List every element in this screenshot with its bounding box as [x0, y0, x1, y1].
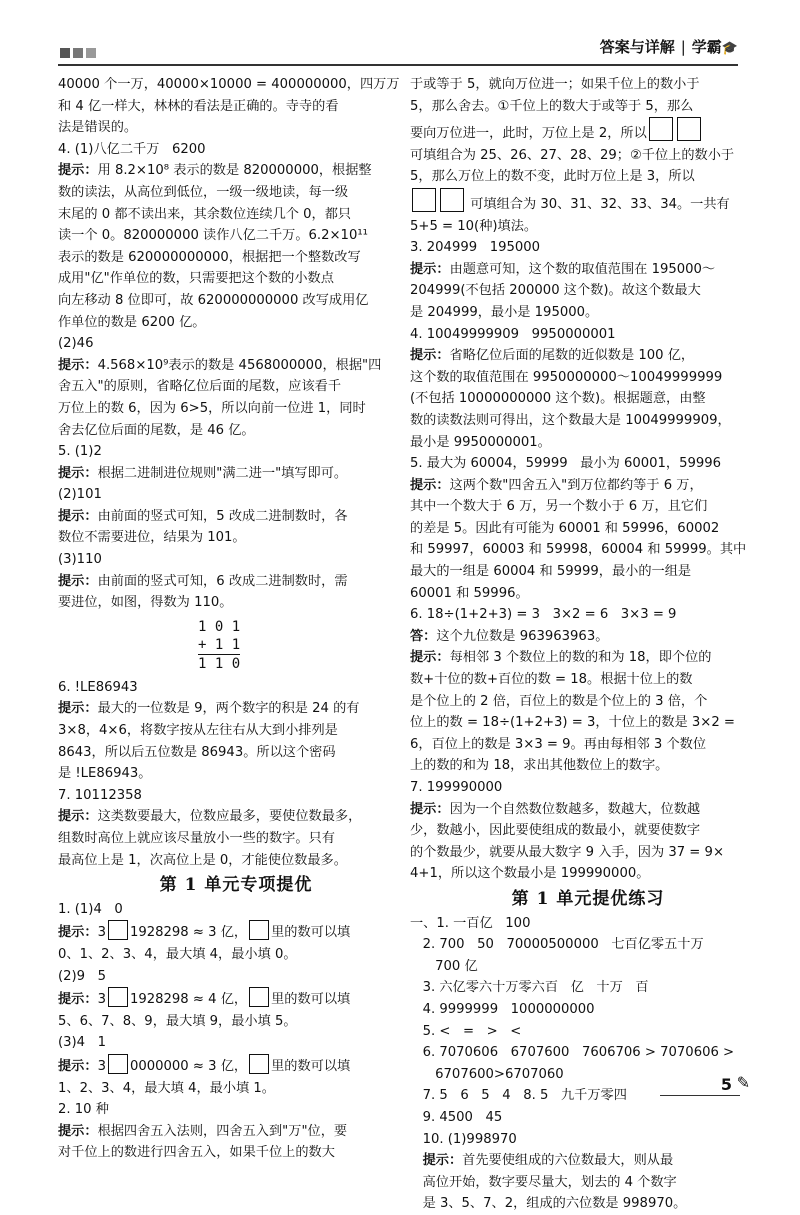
blank-box	[108, 1054, 128, 1074]
blank-box	[108, 920, 128, 940]
text-line: 的差是 5。因此有可能为 60001 和 59996，60002	[410, 520, 720, 536]
text-line: 组数时高位上就应该尽量放小一些的数字。只有	[58, 831, 335, 846]
text-line: 提示：用 8.2×10⁸ 表示的数是 820000000，根据整	[58, 163, 372, 179]
text-line: 高位开始，数字要尽量大，划去的 4 个数字	[410, 1174, 677, 1190]
hint-mid: 1928298 ≈ 3 亿，	[129, 925, 248, 941]
text-line: 6. !LE86943	[58, 679, 138, 695]
text-line: 可填组合为 25、26、27、28、29；②千位上的数小于	[410, 147, 735, 163]
text-line: 法是错误的。	[58, 120, 138, 136]
text-line: 提示：这两个数"四舍五入"到万位都约等于 6 万，	[410, 477, 703, 493]
text-line: 提示：4.568×10⁹表示的数是 4568000000，根据"四	[58, 357, 382, 373]
text-line: 其中一个数大于 6 万，另一个数小于 6 万，且它们	[410, 499, 708, 515]
header-brand	[600, 36, 738, 57]
blank-box	[108, 987, 128, 1007]
text-line: (不包括 10000000000 这个数)。根据题意，由整	[410, 391, 706, 407]
left-text-block-2	[58, 677, 414, 871]
text-line: 要进位，如图，得数为 110。	[58, 595, 233, 611]
text-line: (2)101	[58, 487, 102, 503]
text-line: 提示：根据四舍五入法则，四舍五入到"万"位，要	[58, 1123, 348, 1139]
text-line: 是 3、5、7、2，组成的六位数是 998970。	[410, 1196, 687, 1212]
text-line: 是个位上的 2 倍，百位上的数是个位上的 3 倍，个	[410, 693, 708, 709]
text-line: 10. (1)998970	[410, 1131, 517, 1147]
text-line: 3×8，4×6，将数字按从左往右从大到小排列是	[58, 723, 338, 739]
blank-box	[249, 920, 269, 940]
text-line: 3. 204999 195000	[410, 240, 541, 256]
text-line: 3. 六亿零六十万零六百 亿 十万 百	[410, 980, 649, 996]
text-line: 是 !LE86943。	[58, 766, 152, 782]
text-line: (3)110	[58, 552, 102, 568]
text-line	[410, 188, 766, 216]
text-line: 5、6、7、8、9，最大填 9，最小填 5。	[58, 1013, 297, 1029]
text-line: 成用"亿"作单位的数，只需要把这个数的小数点	[58, 271, 334, 287]
blank-box	[249, 1054, 269, 1074]
text-line: 是 204999，最小是 195000。	[410, 304, 599, 320]
text-line: 和 59997，60003 和 59998，60004 和 59999。其中	[410, 542, 747, 558]
text-line: 作单位的数是 6200 亿。	[58, 314, 206, 330]
pencil-icon: ✎	[736, 1073, 750, 1092]
text-line: 数位不需要进位，结果为 101。	[58, 530, 246, 546]
calc-row: + 1 1	[198, 636, 241, 653]
text-line: 提示：由题意可知，这个数的取值范围在 195000～	[410, 261, 716, 277]
text-line: 700 亿	[410, 958, 478, 974]
text-line: 对千位上的数进行四舍五入，如果千位上的数大	[58, 1145, 335, 1161]
text-line: 万位上的数 6，因为 6>5，所以向前一位进 1，同时	[58, 400, 366, 416]
text-line: 7. 5 6 5 4 8. 5 九千万零四	[410, 1088, 627, 1104]
text-line: 提示：因为一个自然数位数越多，数越大，位数越	[410, 801, 701, 817]
brand-right: 学霸	[691, 38, 722, 56]
text-line: 6707600>6707060	[410, 1066, 564, 1082]
text-line: 提示：这类数要最大，位数应最多，要使位数最多，	[58, 809, 362, 825]
text-line: 9. 4500 45	[410, 1109, 503, 1125]
hint-end: 里的数可以填	[271, 1058, 351, 1074]
text-line: 204999(不包括 200000 这个数)。故这个数最大	[410, 283, 701, 299]
text-line: 舍去亿位后面的尾数，是 46 亿。	[58, 422, 255, 438]
text-line: 读一个 0。820000000 读作八亿二千万。6.2×10¹¹	[58, 228, 368, 244]
text-line: 1、2、3、4，最大填 4，最小填 1。	[58, 1080, 275, 1096]
text-line: 2. 700 50 70000500000 七百亿零五十万	[410, 937, 704, 953]
text-line: 数的读数法则可得出，这个数最大是 10049999909，	[410, 412, 731, 428]
text-line: 4. 10049999909 9950000001	[410, 326, 616, 342]
text-line: 5. < = > <	[410, 1023, 522, 1039]
text-line: 提示：省略亿位后面的尾数的近似数是 100 亿，	[410, 348, 695, 364]
text-line: 上的数的和为 18，求出其他数位上的数字。	[410, 758, 669, 774]
text-line: 最大的一组是 60004 和 59999，最小的一组是	[410, 564, 692, 580]
left-column	[58, 74, 414, 1164]
left-text-block	[58, 74, 414, 614]
blank-box	[649, 117, 673, 141]
text-line: 数的读法，从高位到低位，一级一级地读，每一级	[58, 184, 349, 200]
text-line: 6. 7070606 6707600 7606706 > 7070606 >	[410, 1045, 735, 1061]
text-line: 5，那么万位上的数不变，此时万位上是 3，所以	[410, 169, 695, 185]
hint-prefix: 提示：3	[58, 1058, 106, 1074]
binary-vertical-calc	[198, 618, 414, 673]
blank-box	[440, 188, 464, 212]
text-line: 舍五入"的原则，省略亿位后面的尾数，应该看千	[58, 379, 342, 395]
text-line: 0、1、2、3、4，最大填 4，最小填 0。	[58, 946, 297, 962]
text-line: 提示：每相邻 3 个数位上的数的和为 18，即个位的	[410, 650, 712, 666]
hint-prefix: 提示：3	[58, 925, 106, 941]
text-line: 5，那么舍去。①千位上的数大于或等于 5，那么	[410, 98, 694, 114]
text-span: 要向万位进一，此时，万位上是 2，所以	[410, 126, 647, 142]
text-line: 向左移动 8 位即可，故 620000000000 改写成用亿	[58, 292, 369, 308]
text-line: (3)4 1	[58, 1035, 107, 1051]
text-line: 提示：根据二进制进位规则"满二进一"填写即可。	[58, 465, 348, 481]
text-line: 8643，所以后五位数是 86943。所以这个密码	[58, 744, 336, 760]
text-line: 于或等于 5，就向万位进一；如果千位上的数小于	[410, 77, 700, 92]
text-line: 2. 10 种	[58, 1102, 109, 1118]
text-line: 40000 个一万，40000×10000 = 400000000，四万万	[58, 77, 400, 92]
hint-line	[58, 920, 414, 944]
section-title-special: 第 1 单元专项提优	[159, 875, 313, 896]
text-line: (2)46	[58, 336, 94, 352]
special-section-body	[58, 899, 414, 1164]
blank-box	[249, 987, 269, 1007]
text-line: 60001 和 59996。	[410, 585, 529, 601]
text-span: 可填组合为 30、31、32、33、34。一共有	[470, 196, 730, 212]
text-line: 1. (1)4 0	[58, 901, 123, 917]
brand-separator: |	[680, 38, 686, 56]
hint-mid: 0000000 ≈ 3 亿，	[129, 1058, 248, 1074]
hint-prefix: 提示：3	[58, 992, 106, 1008]
text-line: 提示：首先要使组成的六位数最大，则从最	[422, 1153, 674, 1169]
hint-end: 里的数可以填	[271, 925, 351, 941]
text-line: 5. (1)2	[58, 444, 102, 460]
header-squares	[60, 48, 96, 58]
text-line: 位上的数 = 18÷(1+2+3) = 3，十位上的数是 3×2 =	[410, 715, 735, 731]
footer-rule	[660, 1095, 740, 1096]
calc-row: 1 1 0	[198, 655, 241, 672]
text-line: 少，数越小，因此要使组成的数最小，就要使数字	[410, 823, 701, 839]
brand-left: 答案与详解	[599, 38, 675, 56]
right-column	[410, 74, 766, 1215]
calc-row: 1 0 1	[198, 618, 241, 635]
graduation-cap-icon: 🎓	[721, 41, 738, 56]
text-line: 的个数最少，就要从最大数字 9 入手，因为 37 = 9×	[410, 844, 724, 860]
text-line: 4. 9999999 1000000000	[410, 1001, 595, 1017]
text-line: (2)9 5	[58, 968, 107, 984]
page-number: 5	[720, 1075, 732, 1094]
hint-line	[58, 1054, 414, 1078]
text-line: 5+5 = 10(种)填法。	[410, 218, 538, 234]
blank-box	[412, 188, 436, 212]
text-line: 最高位上是 1，次高位上是 0，才能使位数最多。	[58, 852, 347, 868]
text-line: 提示：最大的一位数是 9，两个数字的积是 24 的有	[58, 701, 360, 717]
text-line: 最小是 9950000001。	[410, 434, 551, 450]
text-line: 提示：由前面的竖式可知，5 改成二进制数时，各	[58, 508, 348, 524]
text-line: 表示的数是 620000000000，根据把一个整数改写	[58, 249, 361, 265]
text-line: 数+十位的数+百位的数 = 18。根据十位上的数	[410, 672, 693, 688]
text-line: 6. 18÷(1+2+3) = 3 3×2 = 6 3×3 = 9	[410, 607, 677, 623]
text-line	[410, 117, 766, 145]
blank-box	[677, 117, 701, 141]
text-line: 提示：由前面的竖式可知，6 改成二进制数时，需	[58, 573, 348, 589]
text-line: 5. 最大为 60004，59999 最小为 60001，59996	[410, 456, 722, 472]
hint-mid: 1928298 ≈ 4 亿，	[129, 992, 248, 1008]
hint-end: 里的数可以填	[271, 992, 351, 1008]
section-title-practice: 第 1 单元提优练习	[511, 888, 665, 909]
text-line: 和 4 亿一样大，林林的看法是正确的。寺寺的看	[58, 98, 339, 114]
text-line: 一、1. 一百亿 100	[410, 915, 531, 931]
text-line: 7. 10112358	[58, 787, 142, 803]
text-line: 7. 199990000	[410, 780, 503, 795]
header-rule	[58, 64, 738, 66]
text-line: 4. (1)八亿二千万 6200	[58, 141, 206, 157]
text-line: 4+1，所以这个数最小是 199990000。	[410, 866, 650, 882]
text-line: 这个数的取值范围在 9950000000～10049999999	[410, 369, 723, 385]
text-line: 6，百位上的数是 3×3 = 9。再由每相邻 3 个数位	[410, 736, 707, 752]
text-line: 答：这个九位数是 963963963。	[410, 628, 609, 644]
text-line: 末尾的 0 都不读出来，其余数位连续几个 0，都只	[58, 206, 352, 222]
hint-line	[58, 987, 414, 1011]
